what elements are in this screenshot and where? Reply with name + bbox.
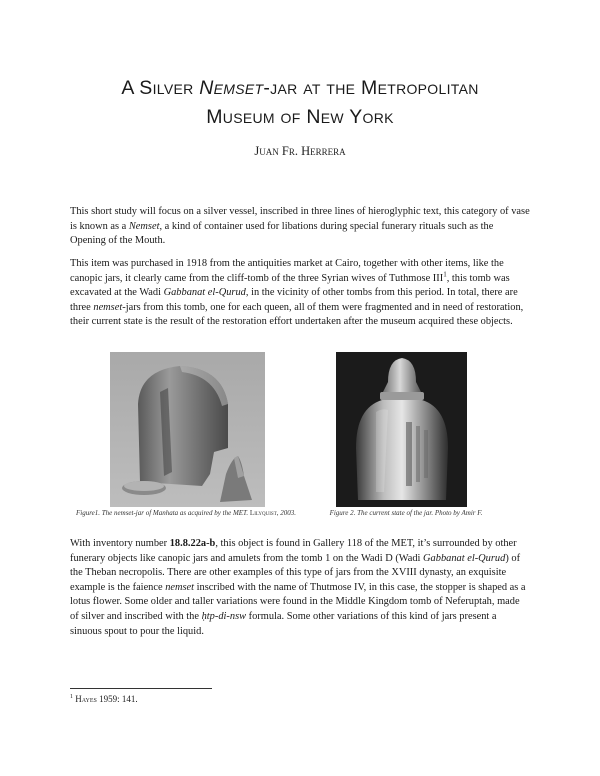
p3-text-a: With inventory number xyxy=(70,538,170,549)
title-part-3: -jar at the Metropolitan xyxy=(263,77,479,99)
p2-term-nemset: nemset xyxy=(93,301,123,313)
p2-text-f: -jars from this tomb, one for each queen, all of them were fragmented and in need of restoration, their current state is the result of the restoration effort undertaken after the museum acquired these objects. xyxy=(70,301,524,328)
title-line-2: Museum of New York xyxy=(206,106,394,128)
p1-text-c: , a kind of container used for libations during special funerary rituals such as the Opening of the Mouth. xyxy=(70,220,494,247)
paragraph-1 xyxy=(70,205,530,249)
footnote-text: 1959: 141. xyxy=(96,694,138,704)
p1-term-nemset: Nemset xyxy=(128,220,160,232)
footnote-1 xyxy=(70,694,138,704)
footnote-ref-1[interactable]: 1 xyxy=(443,270,447,279)
p2-text-d: , in the vicinity of other tombs from this period. In total, there are three xyxy=(70,287,518,313)
author-name: Juan Fr. Herrera xyxy=(254,144,346,158)
footnote-author: Hayes xyxy=(75,694,97,704)
p3-inventory-number: 18.8.22a-b xyxy=(169,538,216,549)
figure-2-caption: Figure 2. The current state of the jar. Photo by Amir F. xyxy=(329,509,483,517)
p3-text-g: inscribed with the name of Thutmose IV, in this case, the stopper is shaped as a lotus flower. Some older and taller variations were found in the Middle Kingdom tomb of Neferuptah, made of silver and inscribed with the xyxy=(70,581,526,622)
paragraph-2 xyxy=(70,257,530,330)
fig1-caption-text: Figure1. The nemset-jar of Manhata as acquired by the MET. xyxy=(75,509,250,517)
p3-text-c: , this object is found in Gallery 118 of the MET, it’s surrounded by other funerary objects like canopic jars and amulets from the tomb 1 on the Wadi D (Wadi xyxy=(70,538,517,564)
title-part-2: Nemset xyxy=(199,77,264,99)
p2-text-a: This item was purchased in 1918 from the antiquities market at Cairo, together with other items, like the canopic jars, it clearly came from the cliff-tomb of the three Syrian wives of Tuthmose III xyxy=(70,258,504,284)
fig1-caption-author: Lilyquist xyxy=(249,509,277,517)
p3-formula: ḥtp-di-nsw xyxy=(201,610,247,622)
restored-jar-image xyxy=(336,352,467,507)
fig1-caption-year: , 2003. xyxy=(276,509,296,517)
p3-term-nemset: nemset xyxy=(165,581,195,593)
footnote-number: 1 xyxy=(70,694,73,700)
title-part-1: A Silver xyxy=(121,77,200,99)
p3-place-name: Gabbanat el-Qurud xyxy=(423,552,506,564)
p1-text-a: This short study will focus on a silver vessel, inscribed in three lines of hieroglyphic text, this category of vase is known as a xyxy=(70,206,530,232)
p2-text-b: , this tomb was excavated at the Wadi xyxy=(70,272,510,299)
fragmented-jar-image xyxy=(110,352,265,507)
footnote-separator xyxy=(70,688,212,689)
p3-text-i: formula. Some other variations of this kind of jars present a sinuous spout to pour the liquid. xyxy=(70,610,497,637)
p3-text-e: ) of the Theban necropolis. There are other examples of this type of jars from the XVIII dynasty, an exquisite example is the faience xyxy=(70,552,521,593)
p2-place-name: Gabbanat el-Qurud xyxy=(163,287,246,299)
figure-1-caption xyxy=(74,509,298,518)
figure-1-photo xyxy=(110,352,265,507)
figure-2-photo xyxy=(336,352,467,507)
paper-title xyxy=(60,74,540,132)
paragraph-3 xyxy=(70,537,530,639)
